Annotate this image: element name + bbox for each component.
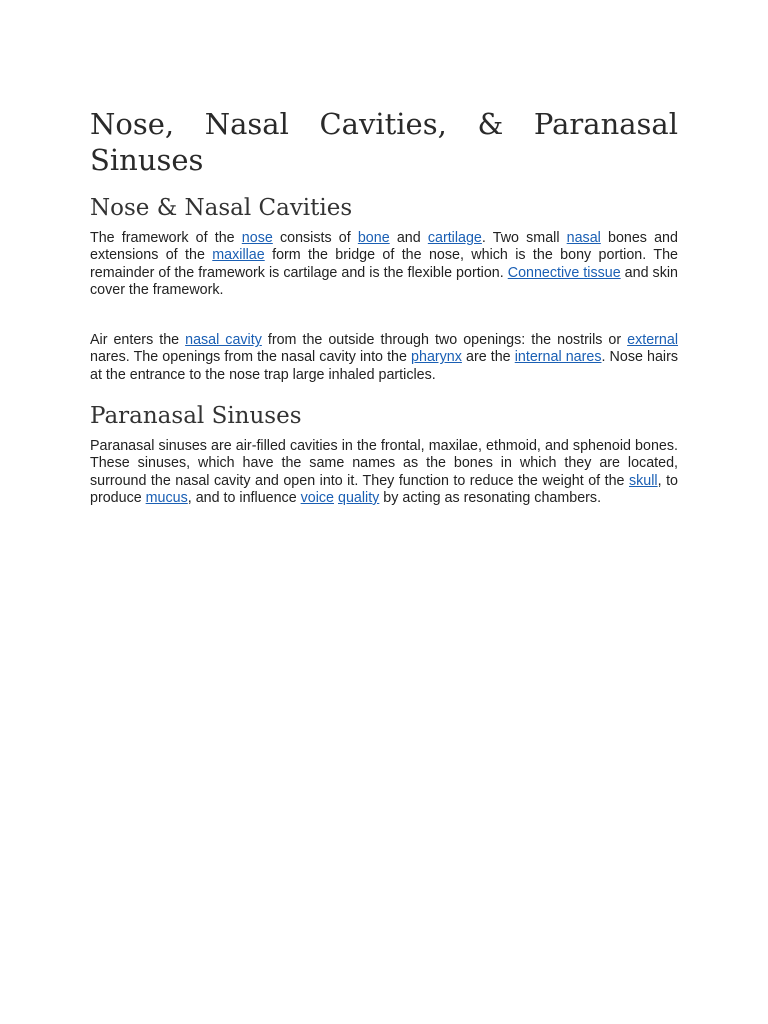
text-run: and skin cover the framework.: [90, 264, 678, 298]
text-run: . Two small: [481, 230, 567, 246]
section-heading-sinuses: Paranasal Sinuses: [90, 403, 302, 430]
text-run: bones and extensions of the: [90, 230, 678, 264]
link-quality[interactable]: quality: [338, 489, 380, 506]
paragraph-framework: [90, 230, 678, 299]
text-run: The framework of the: [90, 230, 242, 246]
link-nose[interactable]: nose: [241, 230, 273, 246]
text-run: by acting as resonating chambers.: [379, 489, 602, 506]
text-run: form the bridge of the nose, which is the bony portion. The remainder of the framework is cartilage and is the flexible portion.: [90, 247, 678, 281]
document-page: [90, 106, 678, 507]
link-connective-tissue[interactable]: Connective tissue: [507, 264, 621, 281]
text-run: . Nose hairs at the entrance to the nose trap large inhaled particles.: [90, 349, 678, 383]
link-voice[interactable]: voice: [300, 489, 335, 506]
text-run: , and to influence: [187, 489, 301, 506]
link-maxillae[interactable]: maxillae: [212, 247, 265, 264]
page-title: Nose, Nasal Cavities, & Paranasal Sinuses: [90, 107, 678, 177]
link-internal-nares[interactable]: internal nares: [514, 349, 602, 366]
link-bone[interactable]: bone: [357, 230, 390, 246]
text-run: , to produce: [90, 472, 678, 506]
section-heading-nose: Nose & Nasal Cavities: [90, 195, 353, 221]
link-external[interactable]: external: [627, 332, 679, 349]
link-nasal-cavity[interactable]: nasal cavity: [185, 332, 262, 349]
text-run: Air enters the: [90, 332, 186, 349]
link-nasal[interactable]: nasal: [566, 230, 601, 246]
text-run: are the: [461, 349, 515, 366]
text-run: from the outside through two openings: the nostrils or: [261, 332, 628, 349]
link-skull[interactable]: skull: [629, 472, 658, 489]
link-mucus[interactable]: mucus: [145, 489, 188, 506]
text-run: and: [389, 230, 428, 246]
text-run: consists of: [272, 230, 358, 246]
paragraph-air-entry: [90, 332, 678, 384]
paragraph-sinuses: [90, 438, 678, 507]
link-cartilage[interactable]: cartilage: [427, 230, 482, 246]
link-pharynx[interactable]: pharynx: [411, 349, 462, 366]
text-run: nares. The openings from the nasal cavity into the: [90, 349, 412, 366]
text-run: Paranasal sinuses are air-filled cavities in the frontal, maxilae, ethmoid, and sphenoid bones. These sinuses, which have the same names as the bones in which they are located, surround the nasal cavity and open into it. They function to reduce the weight of the: [90, 438, 678, 489]
